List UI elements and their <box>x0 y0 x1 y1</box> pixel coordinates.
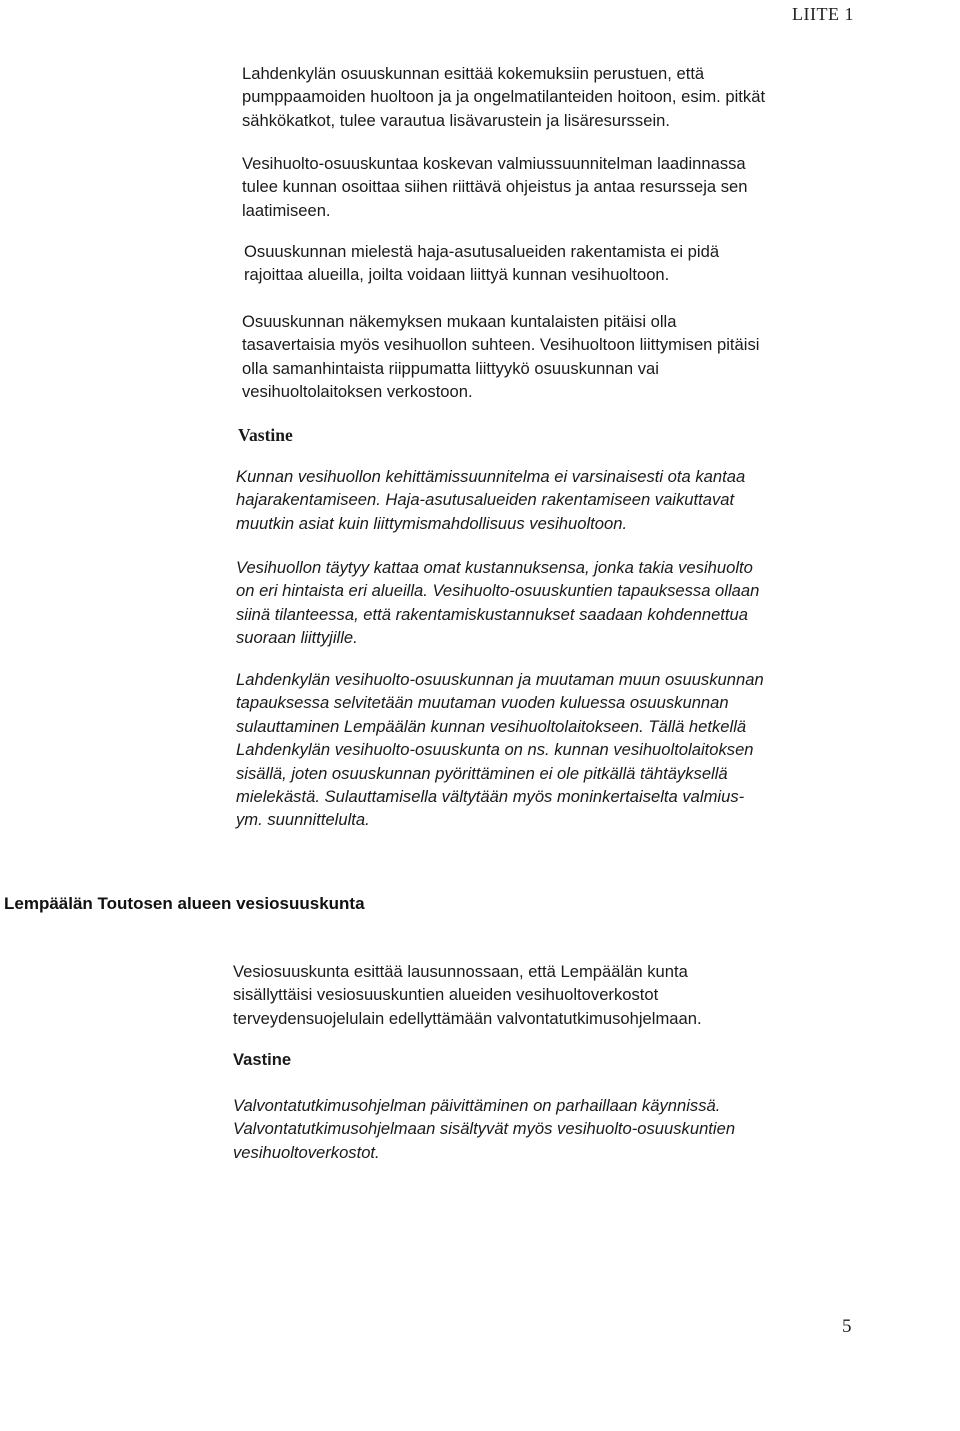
text-line: tulee kunnan osoittaa siihen riittävä ohjeistus ja antaa resursseja sen <box>242 177 748 197</box>
text-line: muutkin asiat kuin liittymismahdollisuus vesihuoltoon. <box>236 513 628 533</box>
vastine-heading: Vastine <box>238 425 293 445</box>
text-line: hajarakentamiseen. Haja-asutusalueiden rakentamiseen vaikuttavat <box>236 490 735 510</box>
paragraph-pumping-stations <box>242 62 765 132</box>
paragraph-equal-treatment <box>242 310 759 404</box>
text-line: pumppaamoiden huoltoon ja ja ongelmatilanteiden hoitoon, esim. pitkät <box>242 87 766 107</box>
text-line: Lahdenkylän osuuskunnan esittää kokemuksiin perustuen, että <box>242 64 705 83</box>
text-line: Lahdenkylän vesihuolto-osuuskunnan ja muutaman muun osuuskunnan <box>236 670 764 689</box>
section-heading: Lempäälän Toutosen alueen vesiosuuskunta <box>4 894 365 913</box>
text-line: vesihuoltolaitoksen verkostoon. <box>242 382 473 402</box>
text-line: mielekästä. Sulauttamisella vältytään myös moninkertaiselta valmius- <box>236 787 745 807</box>
text-line: Vesiosuuskunta esittää lausunnossaan, että Lempäälän kunta <box>233 962 688 981</box>
text-line: on eri hintaista eri alueilla. Vesihuolto-osuuskuntien tapauksessa ollaan <box>236 581 760 601</box>
response-paragraph <box>233 1094 735 1164</box>
text-line: sisällä, joten osuuskunnan pyörittäminen ei ole pitkällä tähtäyksellä <box>236 763 728 783</box>
text-line: Vesihuolto-osuuskuntaa koskevan valmiussuunnitelman laadinnassa <box>242 154 746 173</box>
text-line: sulauttaminen Lempäälän kunnan vesihuoltolaitokseen. Tällä hetkellä <box>236 716 747 736</box>
text-line: Vesihuollon täytyy kattaa omat kustannuksensa, jonka takia vesihuolto <box>236 558 753 577</box>
text-line: Osuuskunnan näkemyksen mukaan kuntalaisten pitäisi olla <box>242 312 677 331</box>
paragraph-rural-construction <box>244 240 719 287</box>
text-line: Lahdenkylän vesihuolto-osuuskunta on ns. kunnan vesihuoltolaitoksen <box>236 740 754 760</box>
response-paragraph <box>236 668 764 832</box>
text-line: Valvontatutkimusohjelman päivittäminen on parhaillaan käynnissä. <box>233 1096 721 1115</box>
vastine-heading: Vastine <box>233 1050 292 1069</box>
response-paragraph <box>236 556 759 650</box>
page-number: 5 <box>842 1316 852 1337</box>
text-line: siinä tilanteessa, että rakentamiskustannukset saadaan kohdennettua <box>236 604 748 624</box>
text-line: suoraan liittyjille. <box>236 628 358 648</box>
text-line: rajoittaa alueilla, joilta voidaan liittyä kunnan vesihuoltoon. <box>244 265 670 285</box>
text-line: Osuuskunnan mielestä haja-asutusalueiden rakentamista ei pidä <box>244 242 720 261</box>
text-line: terveydensuojelulain edellyttämään valvontatutkimusohjelmaan. <box>233 1008 702 1028</box>
text-line: sähkökatkot, tulee varautua lisävarustein ja lisäresurssein. <box>242 110 670 130</box>
text-line: sisällyttäisi vesiosuuskuntien alueiden vesihuoltoverkostot <box>233 985 659 1005</box>
text-line: ym. suunnittelulta. <box>236 810 370 830</box>
text-line: tapauksessa selvitetään muutaman vuoden kuluessa osuuskunnan <box>236 693 729 713</box>
text-line: tasavertaisia myös vesihuollon suhteen. Vesihuoltoon liittymisen pitäisi <box>242 335 760 355</box>
text-line: Valvontatutkimusohjelmaan sisältyvät myös vesihuolto-osuuskuntien <box>233 1119 736 1139</box>
appendix-label: LIITE 1 <box>792 4 854 24</box>
text-line: olla samanhintaista riippumatta liittyykö osuuskunnan vai <box>242 358 659 378</box>
text-line: laatimiseen. <box>242 200 331 220</box>
paragraph-preparedness-plan <box>242 152 748 222</box>
response-paragraph <box>236 465 745 535</box>
paragraph-monitoring-request <box>233 960 702 1030</box>
text-line: vesihuoltoverkostot. <box>233 1142 380 1162</box>
text-line: Kunnan vesihuollon kehittämissuunnitelma ei varsinaisesti ota kantaa <box>236 467 746 486</box>
